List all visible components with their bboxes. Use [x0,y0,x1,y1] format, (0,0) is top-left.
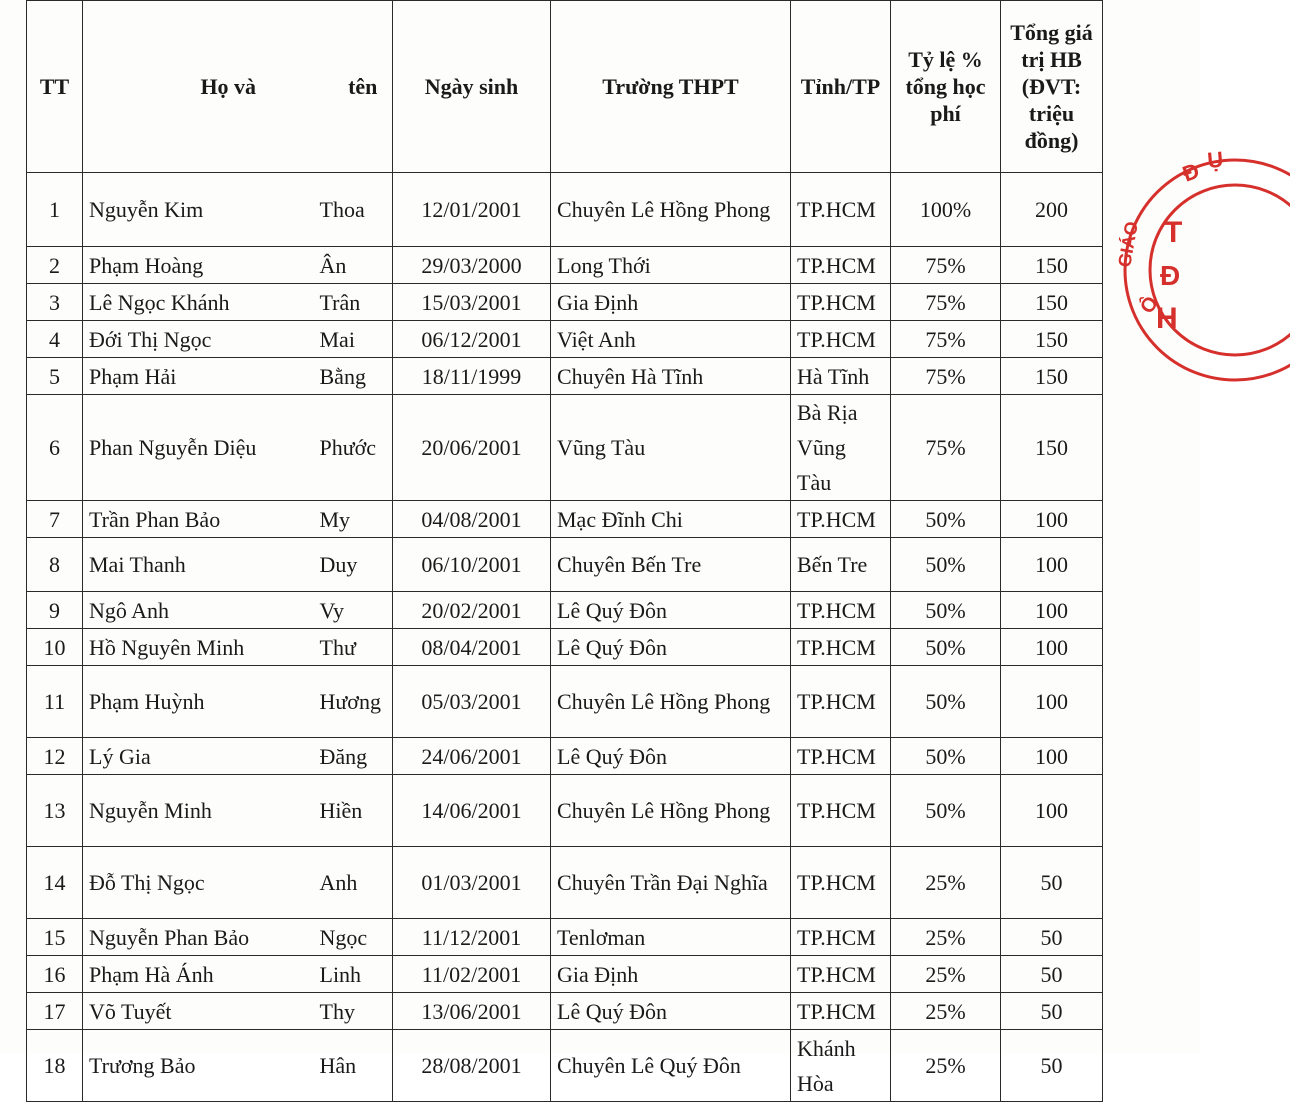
table-row [27,1030,1103,1102]
row-number: 13 [27,775,83,847]
scholarship-total-cell: 100 [1001,666,1103,738]
province-cell: TP.HCM [791,247,891,284]
birth-date-cell: 11/02/2001 [393,956,551,993]
given-name-cell: Hương [308,666,393,738]
province-cell: Bà Rịa Vũng Tàu [791,395,891,501]
surname-cell: Nguyễn Minh [83,775,308,847]
row-number: 11 [27,666,83,738]
surname-cell: Nguyễn Phan Bảo [83,919,308,956]
row-number: 18 [27,1030,83,1102]
row-number: 8 [27,538,83,592]
province-cell: TP.HCM [791,919,891,956]
scholarship-total-cell: 100 [1001,538,1103,592]
birth-date-cell: 20/02/2001 [393,592,551,629]
surname-cell: Phan Nguyễn Diệu [83,395,308,501]
given-name-cell: Thy [308,993,393,1030]
scholarship-total-cell: 100 [1001,501,1103,538]
given-name-cell: My [308,501,393,538]
surname-cell: Võ Tuyết [83,993,308,1030]
school-cell: Chuyên Lê Hồng Phong [551,775,791,847]
scholarship-total-cell: 100 [1001,775,1103,847]
given-name-cell: Phước [308,395,393,501]
tuition-percent-cell: 25% [891,919,1001,956]
given-name-cell: Duy [308,538,393,592]
given-name-cell: Ngọc [308,919,393,956]
province-cell: TP.HCM [791,592,891,629]
province-cell: TP.HCM [791,993,891,1030]
province-cell: TP.HCM [791,501,891,538]
school-cell: Gia Định [551,956,791,993]
row-number: 9 [27,592,83,629]
seal-letter: Đ [1179,157,1203,187]
row-number: 17 [27,993,83,1030]
tuition-percent-cell: 50% [891,538,1001,592]
row-number: 4 [27,321,83,358]
tuition-percent-cell: 25% [891,847,1001,919]
surname-cell: Lê Ngọc Khánh [83,284,308,321]
seal-letter: Ụ [1206,146,1225,173]
school-cell: Tenlơman [551,919,791,956]
scholarship-total-cell: 100 [1001,738,1103,775]
tuition-percent-cell: 75% [891,395,1001,501]
birth-date-cell: 11/12/2001 [393,919,551,956]
header-tong: Tổng giá trị HB (ĐVT: triệu đồng) [1001,1,1103,173]
province-cell: Khánh Hòa [791,1030,891,1102]
scholarship-total-cell: 150 [1001,321,1103,358]
tuition-percent-cell: 25% [891,993,1001,1030]
surname-cell: Mai Thanh [83,538,308,592]
scholarship-total-cell: 50 [1001,993,1103,1030]
province-cell: TP.HCM [791,321,891,358]
given-name-cell: Vy [308,592,393,629]
tuition-percent-cell: 25% [891,956,1001,993]
tuition-percent-cell: 100% [891,173,1001,247]
given-name-cell: Linh [308,956,393,993]
school-cell: Vũng Tàu [551,395,791,501]
seal-letter: H [1156,302,1178,335]
given-name-cell: Hân [308,1030,393,1102]
province-cell: TP.HCM [791,629,891,666]
tuition-percent-cell: 50% [891,738,1001,775]
province-cell: TP.HCM [791,666,891,738]
school-cell: Chuyên Lê Hồng Phong [551,666,791,738]
birth-date-cell: 08/04/2001 [393,629,551,666]
table-row [27,247,1103,284]
row-number: 6 [27,395,83,501]
school-cell: Lê Quý Đôn [551,993,791,1030]
birth-date-cell: 04/08/2001 [393,501,551,538]
surname-cell: Hồ Nguyên Minh [83,629,308,666]
header-ho-va: Họ và [83,1,308,173]
row-number: 16 [27,956,83,993]
tuition-percent-cell: 75% [891,284,1001,321]
given-name-cell: Thoa [308,173,393,247]
tuition-percent-cell: 75% [891,247,1001,284]
surname-cell: Lý Gia [83,738,308,775]
scholarship-total-cell: 150 [1001,395,1103,501]
birth-date-cell: 12/01/2001 [393,173,551,247]
table-row [27,395,1103,501]
scholarship-total-cell: 50 [1001,956,1103,993]
tuition-percent-cell: 50% [891,592,1001,629]
table-row [27,666,1103,738]
given-name-cell: Mai [308,321,393,358]
surname-cell: Đới Thị Ngọc [83,321,308,358]
surname-cell: Phạm Hải [83,358,308,395]
school-cell: Long Thới [551,247,791,284]
province-cell: TP.HCM [791,847,891,919]
row-number: 1 [27,173,83,247]
tuition-percent-cell: 50% [891,501,1001,538]
school-cell: Lê Quý Đôn [551,629,791,666]
header-tinh: Tỉnh/TP [791,1,891,173]
tuition-percent-cell: 50% [891,666,1001,738]
seal-letter: Ô [1136,292,1164,318]
birth-date-cell: 01/03/2001 [393,847,551,919]
given-name-cell: Hiền [308,775,393,847]
table-body [27,173,1103,1102]
birth-date-cell: 29/03/2000 [393,247,551,284]
scholarship-total-cell: 150 [1001,247,1103,284]
header-truong: Trường THPT [551,1,791,173]
province-cell: TP.HCM [791,284,891,321]
tuition-percent-cell: 25% [891,1030,1001,1102]
seal-inner-ring [1150,185,1290,355]
tuition-percent-cell: 75% [891,358,1001,395]
table-row [27,592,1103,629]
school-cell: Mạc Đĩnh Chi [551,501,791,538]
birth-date-cell: 24/06/2001 [393,738,551,775]
scholarship-total-cell: 100 [1001,629,1103,666]
table-row [27,775,1103,847]
header-ngay-sinh: Ngày sinh [393,1,551,173]
given-name-cell: Bằng [308,358,393,395]
scholarship-total-cell: 50 [1001,1030,1103,1102]
province-cell: TP.HCM [791,738,891,775]
birth-date-cell: 06/12/2001 [393,321,551,358]
birth-date-cell: 05/03/2001 [393,666,551,738]
province-cell: Bến Tre [791,538,891,592]
scholarship-total-cell: 100 [1001,592,1103,629]
seal-letter: T [1164,216,1183,249]
school-cell: Chuyên Lê Quý Đôn [551,1030,791,1102]
birth-date-cell: 06/10/2001 [393,538,551,592]
school-cell: Chuyên Lê Hồng Phong [551,173,791,247]
row-number: 12 [27,738,83,775]
given-name-cell: Anh [308,847,393,919]
school-cell: Lê Quý Đôn [551,738,791,775]
row-number: 10 [27,629,83,666]
table-row [27,501,1103,538]
table-row [27,738,1103,775]
tuition-percent-cell: 50% [891,775,1001,847]
surname-cell: Nguyễn Kim [83,173,308,247]
birth-date-cell: 20/06/2001 [393,395,551,501]
birth-date-cell: 28/08/2001 [393,1030,551,1102]
surname-cell: Trương Bảo [83,1030,308,1102]
surname-cell: Đỗ Thị Ngọc [83,847,308,919]
school-cell: Gia Định [551,284,791,321]
scholarship-table [26,0,1103,1102]
table-row [27,173,1103,247]
province-cell: TP.HCM [791,775,891,847]
birth-date-cell: 13/06/2001 [393,993,551,1030]
tuition-percent-cell: 50% [891,629,1001,666]
school-cell: Chuyên Hà Tĩnh [551,358,791,395]
row-number: 14 [27,847,83,919]
table-row [27,956,1103,993]
header-tt: TT [27,1,83,173]
row-number: 3 [27,284,83,321]
school-cell: Chuyên Bến Tre [551,538,791,592]
header-ty-le: Tỷ lệ % tổng học phí [891,1,1001,173]
red-seal-stamp [1114,146,1290,400]
given-name-cell: Đăng [308,738,393,775]
surname-cell: Trần Phan Bảo [83,501,308,538]
scholarship-total-cell: 150 [1001,284,1103,321]
province-cell: TP.HCM [791,173,891,247]
surname-cell: Phạm Hoàng [83,247,308,284]
table-row [27,847,1103,919]
given-name-cell: Ân [308,247,393,284]
row-number: 7 [27,501,83,538]
header-row [27,1,1103,173]
surname-cell: Ngô Anh [83,592,308,629]
table-row [27,358,1103,395]
row-number: 5 [27,358,83,395]
given-name-cell: Thư [308,629,393,666]
table-row [27,538,1103,592]
tuition-percent-cell: 75% [891,321,1001,358]
row-number: 2 [27,247,83,284]
scholarship-total-cell: 50 [1001,847,1103,919]
header-ten: tên [308,1,393,173]
seal-letter: Đ [1160,260,1181,291]
birth-date-cell: 15/03/2001 [393,284,551,321]
seal-outer-ring [1125,157,1290,380]
province-cell: TP.HCM [791,956,891,993]
surname-cell: Phạm Huỳnh [83,666,308,738]
scholarship-total-cell: 50 [1001,919,1103,956]
school-cell: Chuyên Trần Đại Nghĩa [551,847,791,919]
school-cell: Việt Anh [551,321,791,358]
birth-date-cell: 18/11/1999 [393,358,551,395]
table-row [27,919,1103,956]
table-row [27,321,1103,358]
province-cell: Hà Tĩnh [791,358,891,395]
school-cell: Lê Quý Đôn [551,592,791,629]
birth-date-cell: 14/06/2001 [393,775,551,847]
table-row [27,629,1103,666]
given-name-cell: Trân [308,284,393,321]
table-row [27,993,1103,1030]
seal-letter: GIÁO [1114,219,1142,269]
table-row [27,284,1103,321]
scholarship-total-cell: 200 [1001,173,1103,247]
row-number: 15 [27,919,83,956]
surname-cell: Phạm Hà Ánh [83,956,308,993]
scholarship-total-cell: 150 [1001,358,1103,395]
